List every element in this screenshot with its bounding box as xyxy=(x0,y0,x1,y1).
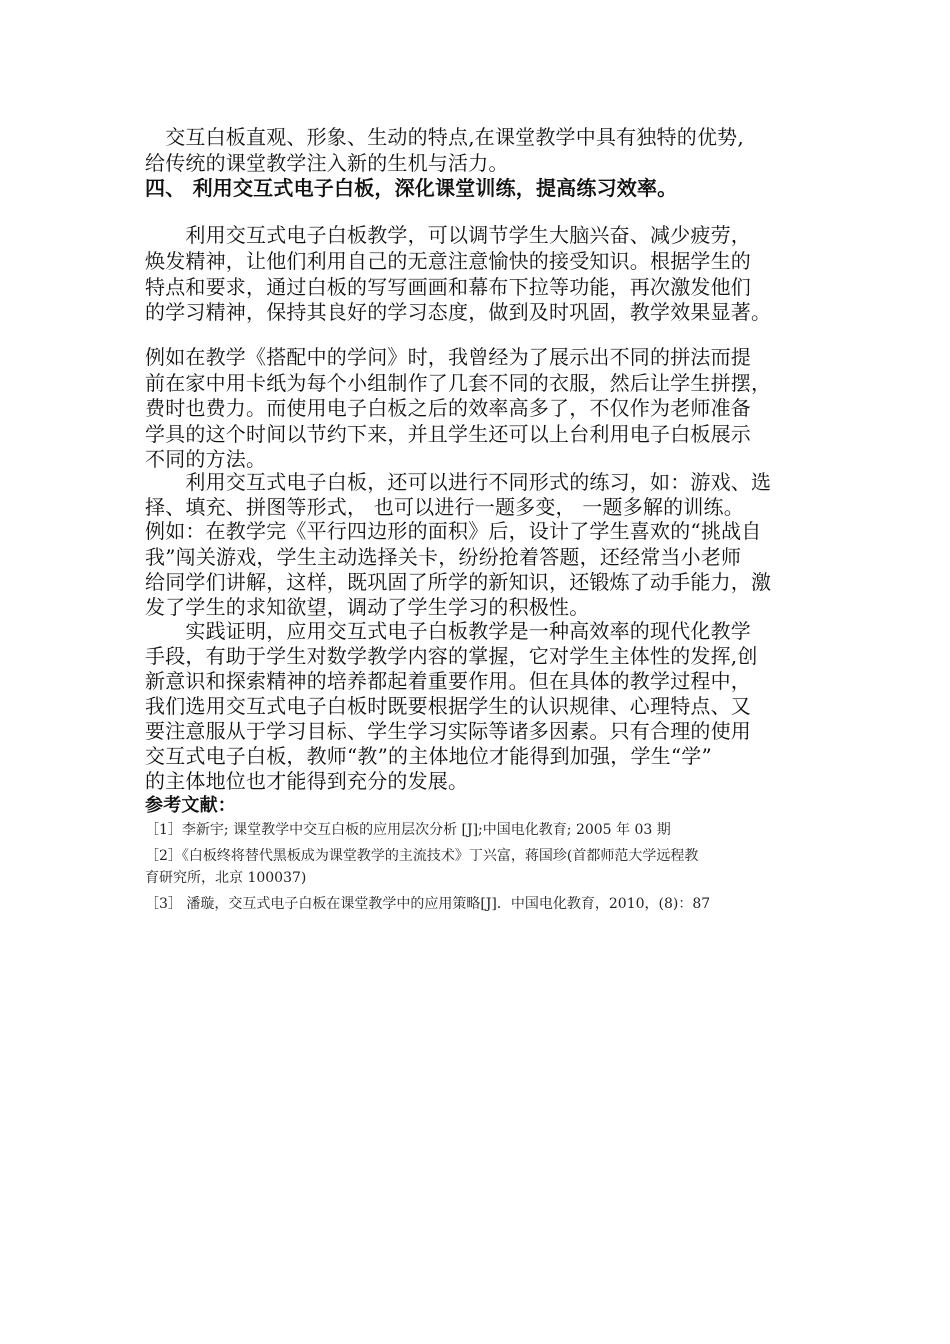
paragraph-line: 特点和要求，通过白板的写写画画和幕布下拉等功能，再次激发他们 xyxy=(145,275,751,299)
paragraph-line: 利用交互式电子白板教学，可以调节学生大脑兴奋、减少疲劳， xyxy=(145,223,751,247)
paragraph-line: 新意识和探索精神的培养都起着重要作用。但在具体的教学过程中， xyxy=(145,669,751,693)
paragraph-line: 例如在教学《搭配中的学问》时，我曾经为了展示出不同的拼法而提 xyxy=(145,345,751,369)
paragraph-line: 交互式电子白板，教师“教”的主体地位才能得到加强，学生“学” xyxy=(145,744,712,768)
paragraph-line: 我们选用交互式电子白板时既要根据学生的认识规律、心理特点、又 xyxy=(145,694,751,718)
paragraph-line: 费时也费力。而使用电子白板之后的效率高多了，不仅作为老师准备 xyxy=(145,396,751,420)
paragraph-line: 给传统的课堂教学注入新的生机与活力。 xyxy=(145,151,509,175)
reference-item: ［2］《白板终将替代黑板成为课堂教学的主流技术》丁兴富，蒋国珍(首都师范大学远程教 xyxy=(145,848,699,864)
paragraph-line: 要注意服从于学习目标、学生学习实际等诸多因素。只有合理的使用 xyxy=(145,719,751,743)
reference-item: ［3］ 潘璇，交互式电子白板在课堂教学中的应用策略[J]．中国电化教育，2010，(8)：87 xyxy=(145,896,711,912)
paragraph-line: 择、填充、拼图等形式， 也可以进行一题多变， 一题多解的训练。 xyxy=(145,495,744,519)
reference-item: ［1］李新宇; 课堂教学中交互白板的应用层次分析 [J];中国电化教育; 2005 年 03 期 xyxy=(145,822,671,838)
paragraph-line: 例如：在教学完《平行四边形的面积》后，设计了学生喜欢的“挑战自 xyxy=(145,519,762,543)
paragraph-line: 实践证明，应用交互式电子白板教学是一种高效率的现代化教学 xyxy=(145,619,751,643)
reference-item: 育研究所，北京 100037) xyxy=(145,870,307,886)
paragraph-line: 发了学生的求知欲望，调动了学生学习的积极性。 xyxy=(145,595,590,619)
paragraph-line: 前在家中用卡纸为每个小组制作了几套不同的衣服，然后让学生拼摆， xyxy=(145,371,772,395)
paragraph-line: 的主体地位也才能得到充分的发展。 xyxy=(145,769,469,793)
paragraph-line: 手段，有助于学生对数学教学内容的掌握，它对学生主体性的发挥,创 xyxy=(145,644,758,668)
paragraph-line: 给同学们讲解，这样，既巩固了所学的新知识，还锻炼了动手能力，激 xyxy=(145,570,772,594)
references-title: 参考文献： xyxy=(145,795,236,816)
section-heading: 四、 利用交互式电子白板，深化课堂训练，提高练习效率。 xyxy=(145,176,678,200)
paragraph-line: 我”闯关游戏，学生主动选择关卡，纷纷抢着答题，还经常当小老师 xyxy=(145,545,742,569)
paragraph-line: 利用交互式电子白板，还可以进行不同形式的练习，如：游戏、选 xyxy=(145,470,772,494)
paragraph-line: 焕发精神，让他们利用自己的无意注意愉快的接受知识。根据学生的 xyxy=(145,249,751,273)
paragraph-line: 不同的方法。 xyxy=(145,447,267,471)
paragraph-line: 的学习精神，保持其良好的学习态度，做到及时巩固，教学效果显著。 xyxy=(145,300,772,324)
paragraph-line: 学具的这个时间以节约下来，并且学生还可以上台利用电子白板展示 xyxy=(145,422,751,446)
paragraph-line: 交互白板直观、形象、生动的特点,在课堂教学中具有独特的优势, xyxy=(145,125,744,149)
